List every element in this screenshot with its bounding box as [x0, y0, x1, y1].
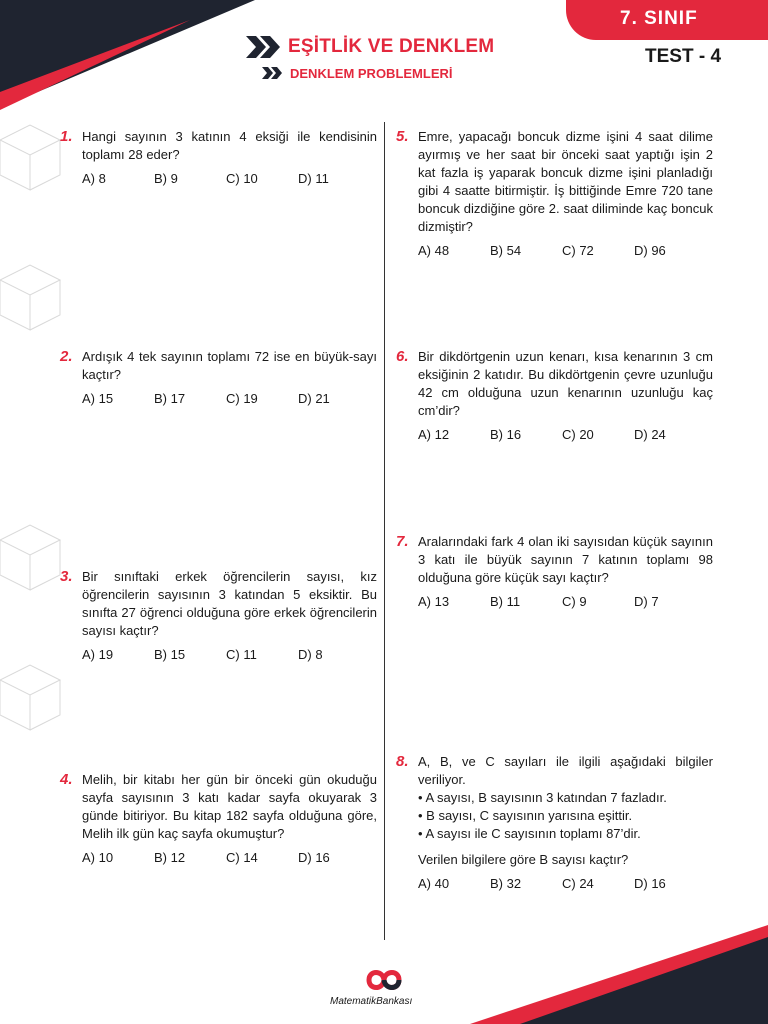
question-number: 5. [396, 128, 409, 145]
option-a[interactable]: A) 12 [418, 427, 450, 442]
option-b[interactable]: B) 16 [490, 427, 522, 442]
question-6 [396, 348, 713, 444]
question-number: 8. [396, 753, 409, 770]
column-divider [384, 122, 385, 940]
options [418, 426, 713, 444]
option-d[interactable]: D) 16 [298, 850, 330, 865]
option-c[interactable]: C) 24 [562, 876, 594, 891]
options [82, 390, 377, 408]
double-chevron-icon [246, 36, 282, 58]
option-c[interactable]: C) 20 [562, 427, 594, 442]
option-b[interactable]: B) 11 [490, 594, 521, 609]
option-c[interactable]: C) 14 [226, 850, 258, 865]
options [418, 242, 713, 260]
options [82, 849, 377, 867]
info-line-3: • A sayısı ile C sayısının toplamı 87’dir. [418, 826, 641, 841]
option-b[interactable]: B) 17 [154, 391, 186, 406]
question-text: Emre, yapacağı boncuk dizme işini 4 saat dilime ayırmış ve her saat bir önceki saat yaptığı işin 2 kat fazla iş yaparak boncuk dizme işini planladığı gibi 4 saatte bitirmiştir. İş bittiğinde Emre 720 tane boncuk dizdiğine göre 2. saat diliminde kaç boncuk dizmiştir? [418, 129, 713, 234]
option-b[interactable]: B) 12 [154, 850, 186, 865]
question-number: 7. [396, 533, 409, 550]
small-chevron-icon [262, 67, 284, 79]
top-left-corner-decoration [0, 0, 260, 110]
question-text: Melih, bir kitabı her gün bir önceki gün okuduğu sayfa sayısının 3 katı kadar sayfa okuyarak 3 günde bitiriyor. Bu kitap 182 sayfa olduğuna göre, Melih ilk gün kaç sayfa okumuştur? [82, 772, 377, 841]
option-b[interactable]: B) 32 [490, 876, 522, 891]
question-number: 1. [60, 128, 73, 145]
option-c[interactable]: C) 9 [562, 594, 587, 609]
option-a[interactable]: A) 19 [82, 647, 114, 662]
option-d[interactable]: D) 96 [634, 243, 666, 258]
info-line-2: • B sayısı, C sayısının yarısına eşittir. [418, 808, 633, 823]
option-b[interactable]: B) 15 [154, 647, 186, 662]
question-number: 2. [60, 348, 73, 365]
options [82, 170, 377, 188]
option-a[interactable]: A) 15 [82, 391, 114, 406]
option-a[interactable]: A) 40 [418, 876, 450, 891]
brand-name: MatematikBankası [330, 996, 413, 1007]
option-c[interactable]: C) 19 [226, 391, 258, 406]
option-a[interactable]: A) 8 [82, 171, 106, 186]
question-number: 4. [60, 771, 73, 788]
option-a[interactable]: A) 10 [82, 850, 114, 865]
page-title: EŞİTLİK VE DENKLEM [288, 36, 495, 57]
question-text: Hangi sayının 3 katının 4 eksiği ile kendisinin toplamı 28 eder? [82, 129, 377, 162]
option-c[interactable]: C) 72 [562, 243, 594, 258]
options [82, 646, 377, 664]
option-d[interactable]: D) 11 [298, 171, 329, 186]
option-b[interactable]: B) 9 [154, 171, 178, 186]
question-text: Ardışık 4 tek sayının toplamı 72 ise en büyük-sayı kaçtır? [82, 349, 377, 382]
infinity-logo-icon [355, 966, 413, 994]
question-number: 3. [60, 568, 73, 585]
options [418, 593, 713, 611]
question-text: Bir sınıftaki erkek öğrencilerin sayısı, kız öğrencilerin sayısının 3 katından 5 eksiktir. Bu sınıfta 27 öğrenci olduğuna göre erkek öğrencilerin sayısı kaçtır? [82, 569, 377, 638]
grade-label: 7. SINIF [620, 8, 698, 29]
option-c[interactable]: C) 11 [226, 647, 257, 662]
bottom-right-corner-decoration [470, 925, 768, 1024]
question-text: A, B, ve C sayıları ile ilgili aşağıdaki bilgiler veriliyor. [418, 754, 713, 787]
option-d[interactable]: D) 21 [298, 391, 330, 406]
info-line-1: • A sayısı, B sayısının 3 katından 7 fazladır. [418, 790, 667, 805]
question-number: 6. [396, 348, 409, 365]
page-subtitle: DENKLEM PROBLEMLERİ [290, 66, 453, 81]
question-text: Aralarındaki fark 4 olan iki sayısıdan küçük sayının 3 katı ile büyük sayının 7 katının toplamı 98 olduğuna göre küçük sayı kaçtır? [418, 534, 713, 585]
option-b[interactable]: B) 54 [490, 243, 522, 258]
question-prompt: Verilen bilgilere göre B sayısı kaçtır? [418, 852, 629, 867]
options [418, 875, 713, 893]
question-8 [396, 753, 713, 893]
test-label: TEST - 4 [645, 46, 722, 67]
option-d[interactable]: D) 7 [634, 594, 659, 609]
question-5 [396, 128, 713, 260]
option-d[interactable]: D) 16 [634, 876, 666, 891]
option-d[interactable]: D) 8 [298, 647, 323, 662]
question-text: Bir dikdörtgenin uzun kenarı, kısa kenarının 3 cm eksiğinin 2 katıdır. Bu dikdörtgenin çevre uzunluğu 42 cm olduğuna uzun kenarının uzunluğu kaç cm’dir? [418, 349, 713, 418]
option-c[interactable]: C) 10 [226, 171, 258, 186]
option-d[interactable]: D) 24 [634, 427, 666, 442]
option-a[interactable]: A) 48 [418, 243, 450, 258]
question-4 [60, 771, 377, 867]
question-1 [60, 128, 377, 188]
option-a[interactable]: A) 13 [418, 594, 450, 609]
question-2 [60, 348, 377, 408]
question-3 [60, 568, 377, 664]
cube-pattern-decoration [0, 120, 70, 840]
question-7 [396, 533, 713, 611]
